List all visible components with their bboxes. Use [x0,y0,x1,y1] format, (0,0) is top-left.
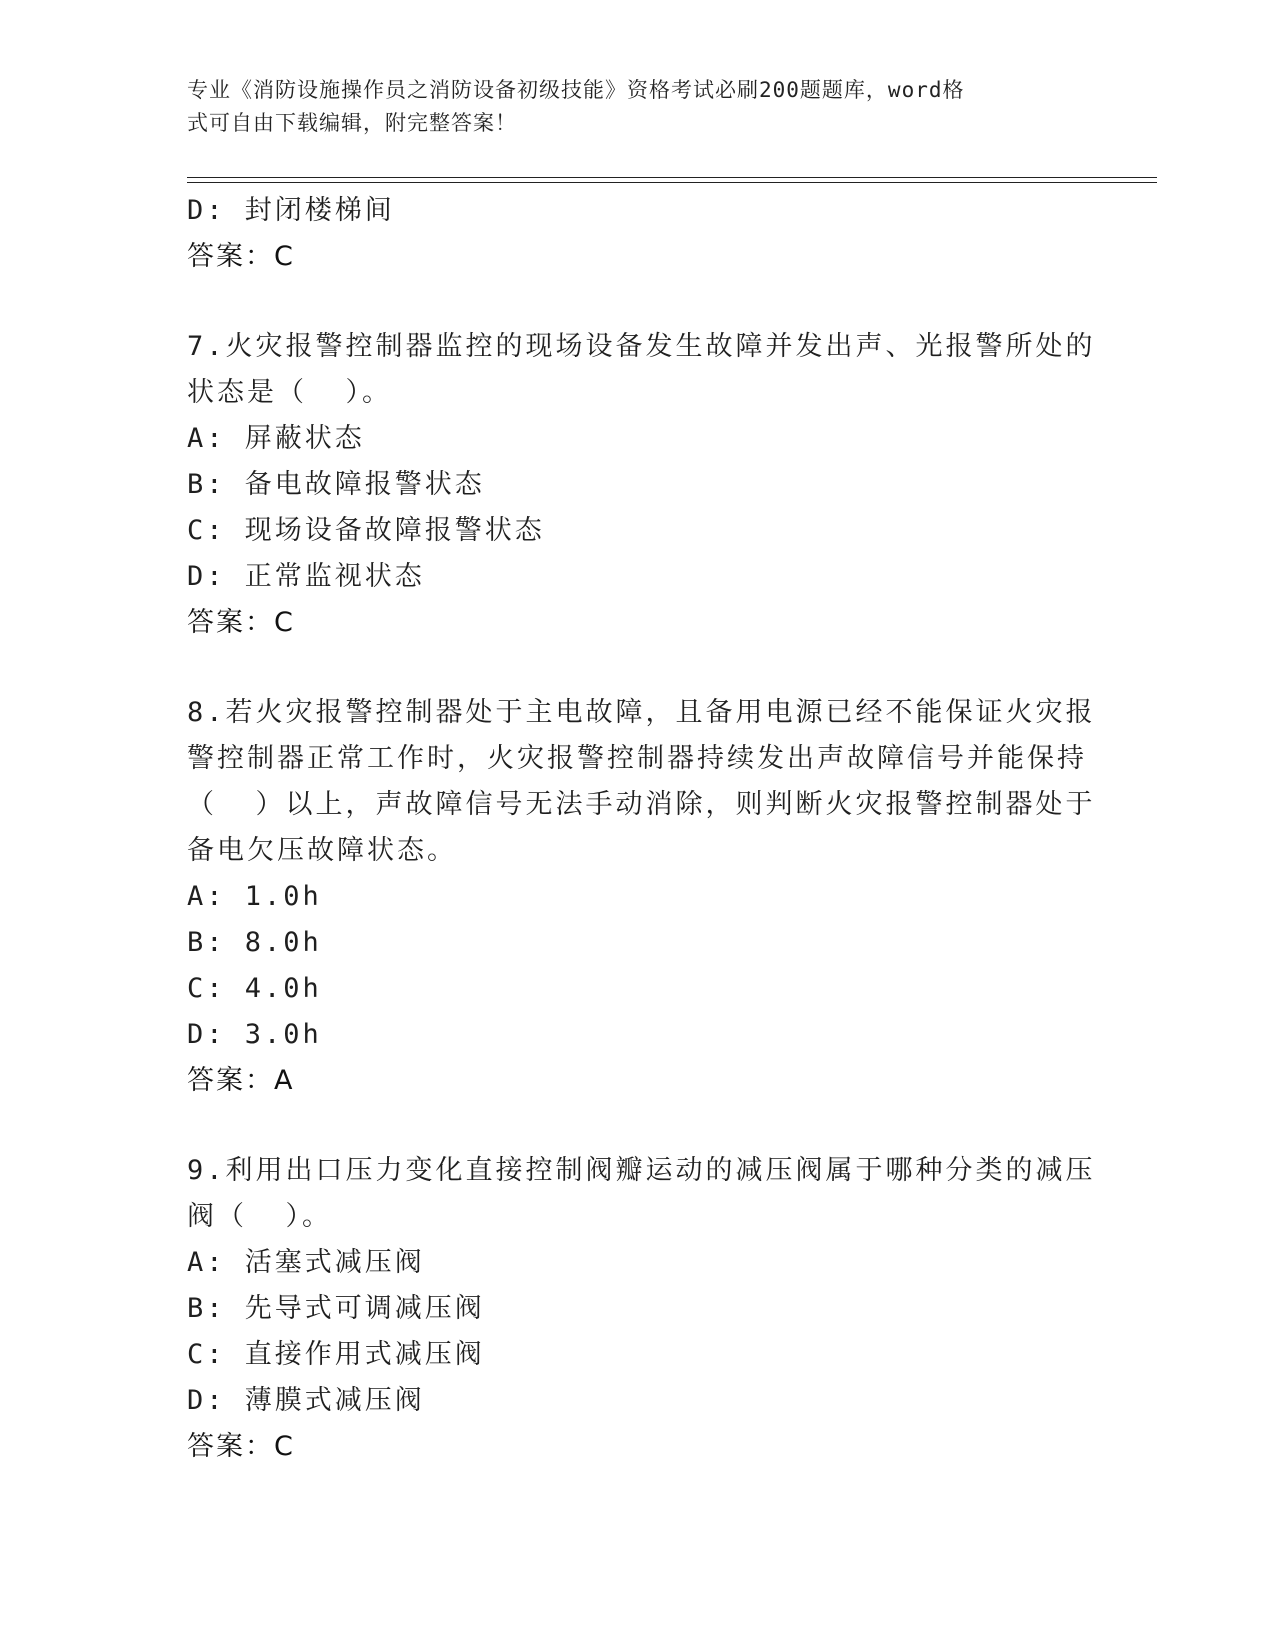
page-header [187,74,1067,140]
option-c: C: 现场设备故障报警状态 [187,515,545,546]
question-stem [187,324,1096,416]
answer-line: 答案：C [187,607,295,638]
answer-line: 答案：C [187,1431,295,1462]
option-d: D: 正常监视状态 [187,561,425,592]
stem-line: 7.火灾报警控制器监控的现场设备发生故障并发出声、光报警所处的 [187,331,1096,362]
previous-question-tail [187,188,1067,280]
option-b: B: 先导式可调减压阀 [187,1293,485,1324]
answer-line: 答案：A [187,1065,295,1096]
option-d: D: 封闭楼梯间 [187,195,395,226]
header-line-2: 式可自由下载编辑，附完整答案！ [187,111,517,135]
spacer [187,646,1067,690]
option-b: B: 备电故障报警状态 [187,469,485,500]
header-rule-bottom [187,182,1157,183]
question-list [187,188,1096,1470]
spacer [187,1104,1067,1148]
answer-line: 答案：C [187,241,295,272]
stem-line: 警控制器正常工作时，火灾报警控制器持续发出声故障信号并能保持 [187,743,1087,774]
question-8 [187,690,1096,1104]
option-c: C: 4.0h [187,973,322,1004]
option-b: B: 8.0h [187,927,322,958]
question-stem [187,690,1096,874]
header-rule-top [187,177,1157,178]
stem-line: （ ）以上，声故障信号无法手动消除，则判断火灾报警控制器处于 [187,789,1096,820]
stem-line: 状态是（ ）。 [187,377,393,408]
question-9 [187,1148,1096,1470]
option-c: C: 直接作用式减压阀 [187,1339,485,1370]
option-a: A: 活塞式减压阀 [187,1247,425,1278]
option-a: A: 屏蔽状态 [187,423,365,454]
spacer [187,280,1067,324]
question-7 [187,324,1096,646]
header-line-1: 专业《消防设施操作员之消防设备初级技能》资格考试必刷200题题库，word格 [187,78,965,102]
stem-line: 备电欠压故障状态。 [187,835,457,866]
stem-line: 阀（ ）。 [187,1201,333,1232]
option-d: D: 3.0h [187,1019,322,1050]
question-stem [187,1148,1096,1240]
stem-line: 9.利用出口压力变化直接控制阀瓣运动的减压阀属于哪种分类的减压 [187,1155,1096,1186]
option-d: D: 薄膜式减压阀 [187,1385,425,1416]
option-a: A: 1.0h [187,881,322,912]
stem-line: 8.若火灾报警控制器处于主电故障，且备用电源已经不能保证火灾报 [187,697,1096,728]
